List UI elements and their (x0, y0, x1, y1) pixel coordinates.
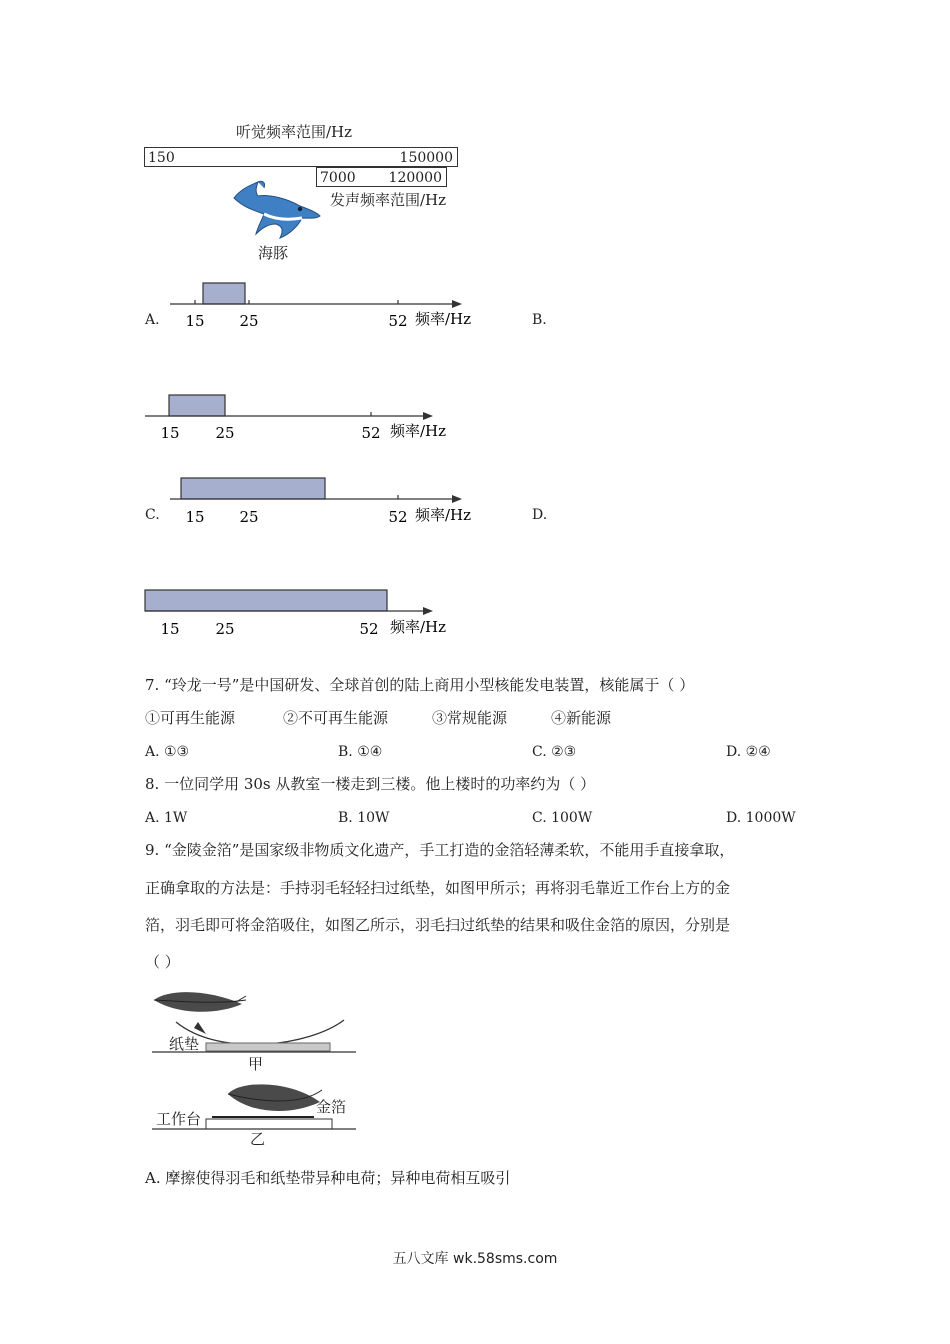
sound-max-value: 120000 (388, 170, 442, 186)
q7-option-b: B. ①④ (338, 744, 383, 760)
hearing-range-title: 听觉频率范围/Hz (236, 123, 353, 141)
q9-line-4: （ ） (145, 953, 180, 971)
sweep-arrow-icon (194, 1022, 206, 1034)
gold-foil-label: 金箔 (316, 1098, 347, 1116)
option-c-tick-25: 25 (239, 508, 259, 526)
q9-line-1: 9. “金陵金箔”是国家级非物质文化遗产，手工打造的金箔轻薄柔软，不能用手直接拿取， (145, 841, 735, 859)
q8-stem: 8. 一位同学用 30s 从教室一楼走到三楼。他上楼时的功率约为（ ） (145, 775, 596, 793)
q7-option-d: D. ②④ (726, 744, 771, 760)
hearing-max-value: 150000 (399, 150, 453, 166)
q7-item-4: ④新能源 (551, 709, 612, 727)
option-c-arrow-icon (452, 495, 462, 503)
q7-item-2: ②不可再生能源 (283, 709, 389, 727)
sound-range-title: 发声频率范围/Hz (330, 191, 447, 209)
option-b-range-bar (169, 395, 225, 416)
dolphin-label: 海豚 (258, 244, 289, 262)
work-table (206, 1119, 332, 1129)
option-a-tick-52: 52 (388, 312, 408, 330)
option-b-axis-label: 频率/Hz (390, 422, 447, 440)
option-a-letter: A. (145, 312, 160, 328)
q7-item-3: ③常规能源 (432, 709, 508, 727)
option-d-axis-label: 频率/Hz (390, 618, 447, 636)
option-c-axis-label: 频率/Hz (415, 506, 472, 524)
figure-yi-label: 乙 (250, 1130, 266, 1148)
q7-stem: 7. “玲龙一号”是中国研发、全球首创的陆上商用小型核能发电装置，核能属于（ ） (145, 676, 695, 694)
option-c-tick-15: 15 (185, 508, 205, 526)
work-table-label: 工作台 (156, 1110, 202, 1128)
dolphin-icon (228, 176, 324, 246)
sound-min-value: 7000 (320, 170, 356, 186)
paper-pad (206, 1043, 330, 1051)
q9-option-a: A. 摩擦使得羽毛和纸垫带异种电荷；异种电荷相互吸引 (145, 1169, 511, 1187)
hearing-min-value: 150 (148, 150, 175, 166)
option-c-letter: C. (145, 507, 160, 523)
q7-item-1: ①可再生能源 (145, 709, 236, 727)
sound-range-box (316, 167, 447, 187)
option-d-arrow-icon (423, 607, 433, 615)
option-a-range-bar (203, 283, 245, 304)
option-d-tick-52: 52 (359, 620, 379, 638)
option-d-letter: D. (532, 507, 548, 523)
option-b-letter: B. (532, 312, 547, 328)
q8-option-b: B. 10W (338, 810, 390, 826)
q8-option-d: D. 1000W (726, 810, 796, 826)
q7-option-a: A. ①③ (145, 744, 190, 760)
hearing-range-box (144, 147, 458, 167)
option-a-tick-25: 25 (239, 312, 259, 330)
option-b-tick-52: 52 (361, 424, 381, 442)
q7-option-c: C. ②③ (532, 744, 577, 760)
option-d-tick-25: 25 (215, 620, 235, 638)
q9-line-2: 正确拿取的方法是：手持羽毛轻轻扫过纸垫，如图甲所示；再将羽毛靠近工作台上方的金 (145, 879, 731, 897)
option-c-axis (160, 470, 490, 532)
option-c-tick-52: 52 (388, 508, 408, 526)
option-a-tick-15: 15 (185, 312, 205, 330)
q8-option-c: C. 100W (532, 810, 593, 826)
sweep-arc (176, 1020, 344, 1045)
q9-line-3: 箔，羽毛即可将金箔吸住，如图乙所示，羽毛扫过纸垫的结果和吸住金箔的原因，分别是 (145, 916, 731, 934)
option-d-axis (135, 582, 465, 644)
paper-pad-label: 纸垫 (169, 1035, 200, 1053)
footer-watermark: 五八文库 wk.58sms.com (392, 1251, 558, 1267)
option-d-tick-15: 15 (160, 620, 180, 638)
option-a-axis-label: 频率/Hz (415, 310, 472, 328)
option-a-axis (160, 276, 490, 338)
q8-option-a: A. 1W (145, 810, 188, 826)
option-b-arrow-icon (423, 412, 433, 420)
option-b-tick-15: 15 (160, 424, 180, 442)
option-d-range-bar (145, 590, 387, 611)
figure-jia-label: 甲 (248, 1055, 264, 1073)
option-c-range-bar (181, 478, 325, 499)
option-b-tick-25: 25 (215, 424, 235, 442)
option-b-axis (135, 388, 465, 450)
option-a-arrow-icon (452, 300, 462, 308)
